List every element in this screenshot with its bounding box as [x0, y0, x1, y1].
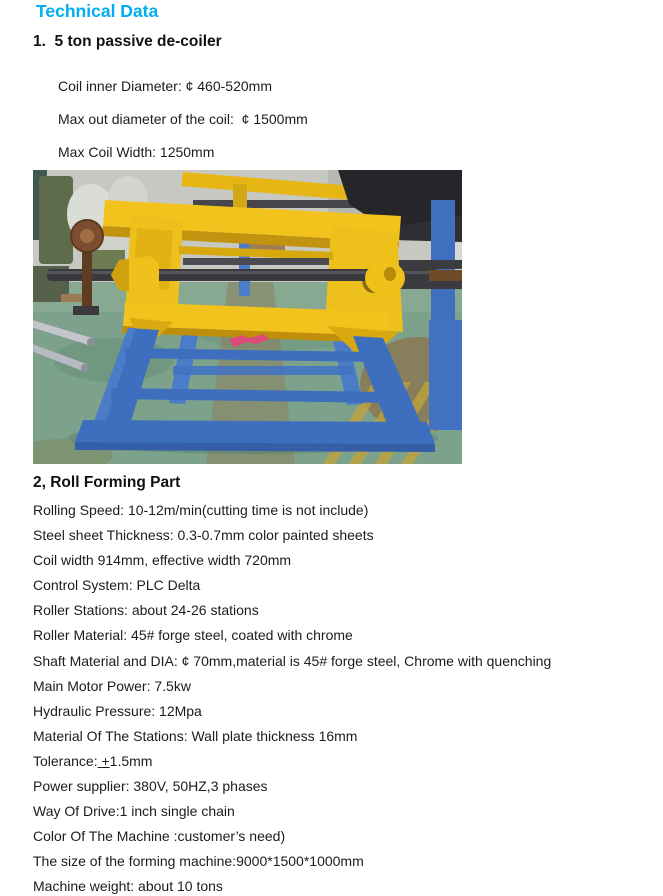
spec-line: Control System: PLC Delta	[33, 577, 201, 594]
spec-line: Power supplier: 380V, 50HZ,3 phases	[33, 778, 268, 795]
tolerance-plus-underlined: +	[97, 752, 110, 769]
spec-line: Max out diameter of the coil: ¢ 1500mm	[58, 110, 308, 127]
spec-line: Color Of The Machine :customer’s need)	[33, 828, 286, 845]
spec-line: Coil width 914mm, effective width 720mm	[33, 552, 292, 569]
spec-line: Roller Stations: about 24-26 stations	[33, 602, 259, 619]
spec-line: Rolling Speed: 10-12m/min(cutting time is not include)	[33, 502, 369, 518]
spec-line: Max Coil Width: 1250mm	[58, 143, 215, 160]
spec-line: Machine weight: about 10 tons	[33, 878, 223, 895]
page-title: Technical Data	[36, 1, 159, 21]
tolerance-label: Tolerance:	[33, 752, 98, 769]
spec-line: Material Of The Stations: Wall plate thickness 16mm	[33, 727, 358, 744]
spec-line: Main Motor Power: 7.5kw	[33, 677, 191, 694]
spec-line: Hydraulic Pressure: 12Mpa	[33, 702, 202, 719]
section2-spec-list	[33, 498, 551, 896]
section2-heading: 2, Roll Forming Part	[33, 474, 181, 491]
tolerance-value: 1.5mm	[109, 752, 153, 769]
section1-heading: 1. 5 ton passive de-coiler	[33, 33, 222, 50]
spec-line: Way Of Drive:1 inch single chain	[33, 803, 235, 820]
spec-line: Shaft Material and DIA: ¢ 70mm,material is 45# forge steel, Chrome with quenching	[33, 652, 552, 669]
decoiler-photo-illustration	[33, 170, 462, 464]
spec-line-tolerance	[33, 749, 551, 774]
decoiler-photo	[33, 170, 462, 464]
section1-spec-list	[58, 69, 308, 168]
spec-line: Coil inner Diameter: ¢ 460-520mm	[58, 77, 272, 94]
spec-line: Steel sheet Thickness: 0.3-0.7mm color painted sheets	[33, 527, 374, 544]
spec-line: The size of the forming machine:9000*1500*1000mm	[33, 853, 364, 870]
spec-line: Roller Material: 45# forge steel, coated with chrome	[33, 627, 353, 644]
